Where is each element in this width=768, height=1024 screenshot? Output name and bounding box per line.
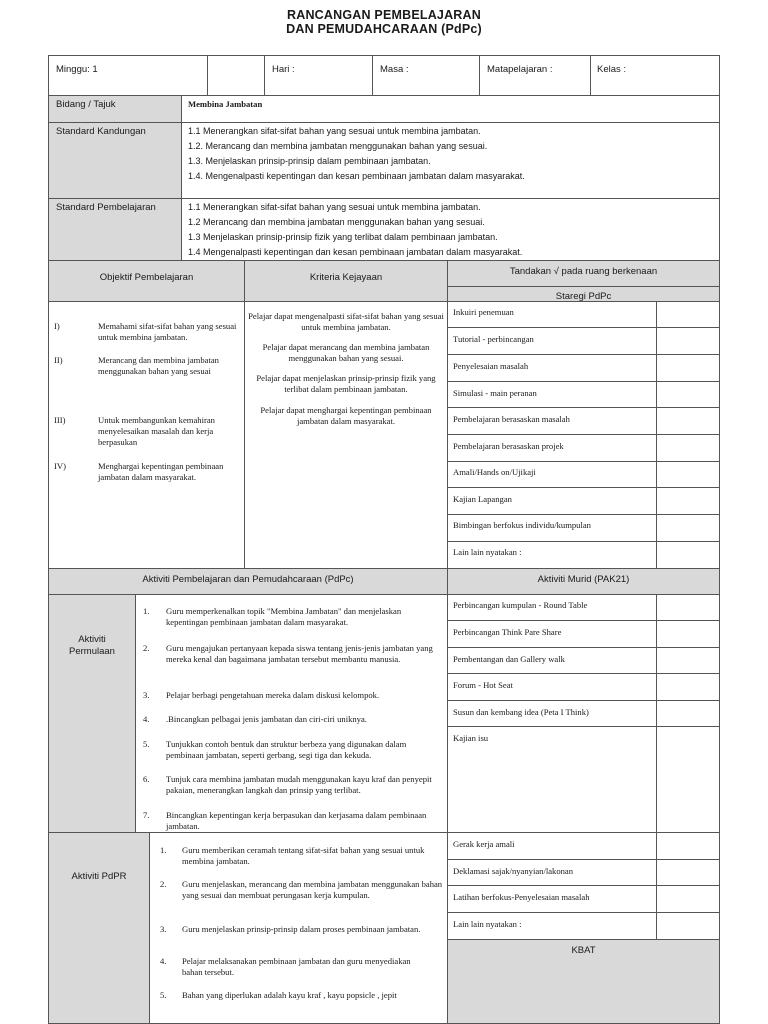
objektif-item-number: III) xyxy=(54,415,66,425)
kriteria-header: Kriteria Kejayaan xyxy=(309,272,383,283)
standard-pembelajaran-item: 1.1 Menerangkan sifat-sifat bahan yang sesuai untuk membina jambatan. xyxy=(188,202,481,212)
standard-pembelajaran-item: 1.4 Mengenalpasti kepentingan dan kesan pembinaan jambatan dalam masyarakat. xyxy=(188,247,523,257)
pdpr-item-number: 1. xyxy=(160,845,167,855)
permulaan-item-number: 6. xyxy=(143,774,150,784)
aktiviti-murid-header: Aktiviti Murid (PAK21) xyxy=(537,574,630,585)
pdpr-item-text: Pelajar melaksanakan pembinaan jambatan dan guru menyediakan bahan tersebut. xyxy=(182,956,411,977)
standard-kandungan-item: 1.1 Menerangkan sifat-sifat bahan yang sesuai untuk membina jambatan. xyxy=(188,126,481,136)
murid-activity-item: Lain lain nyatakan : xyxy=(453,919,522,929)
strategi-item: Lain lain nyatakan : xyxy=(453,547,522,557)
kbat-header: KBAT xyxy=(571,945,596,956)
murid-activity-item: Kajian isu xyxy=(453,733,489,743)
document-title-line-2: DAN PEMUDAHCARAAN (PdPc) xyxy=(286,22,482,36)
objektif-item-text: Menghargai kepentingan pembinaan jambatan dalam masyarakat. xyxy=(98,461,224,482)
bidang-label: Bidang / Tajuk xyxy=(56,99,116,110)
strategi-item: Tutorial - perbincangan xyxy=(453,334,534,344)
permulaan-item-text: .Bincangkan pelbagai jenis jambatan dan ciri-ciri uniknya. xyxy=(166,714,367,724)
kriteria-item: Pelajar dapat menghargai kepentingan pembinaan jambatan dalam masyarakat. xyxy=(260,405,432,426)
strategi-header: Staregi PdPc xyxy=(555,291,612,302)
matapelajaran-field: Matapelajaran : xyxy=(487,64,553,75)
strategi-item: Pembelajaran berasaskan projek xyxy=(453,441,564,451)
permulaan-item-text: Bincangkan kepentingan kerja berpasukan dan kerjasama dalam pembinaan jambatan. xyxy=(166,810,427,831)
minggu-field: Minggu: 1 xyxy=(56,64,98,75)
murid-activity-item: Deklamasi sajak/nyanyian/lakonan xyxy=(453,866,574,876)
standard-kandungan-item: 1.4. Mengenalpasti kepentingan dan kesan pembinaan jambatan dalam masyarakat. xyxy=(188,171,525,181)
pdpr-item-number: 5. xyxy=(160,990,167,1000)
strategi-item: Inkuiri penemuan xyxy=(453,307,514,317)
objektif-item-text: Memahami sifat-sifat bahan yang sesuai untuk membina jambatan. xyxy=(98,321,237,342)
murid-activity-item: Perbincangan kumpulan - Round Table xyxy=(453,600,588,610)
standard-pembelajaran-item: 1.2 Merancang dan membina jambatan menggunakan bahan yang sesuai. xyxy=(188,217,485,227)
strategi-item: Amali/Hands on/Ujikaji xyxy=(453,467,536,477)
strategi-item: Bimbingan berfokus individu/kumpulan xyxy=(453,520,591,530)
pdpr-label: Aktiviti PdPR xyxy=(71,871,127,882)
pdpr-item-text: Guru memberikan ceramah tentang sifat-sifat bahan yang sesuai untuk membina jambatan. xyxy=(182,845,425,866)
objektif-header: Objektif Pembelajaran xyxy=(99,272,194,283)
permulaan-item-text: Pelajar berbagi pengetahuan mereka dalam diskusi kelompok. xyxy=(166,690,380,700)
hari-field: Hari : xyxy=(272,64,295,75)
pdpr-item-text: Bahan yang diperlukan adalah kayu kraf , kayu popsicle , jepit xyxy=(182,990,397,1000)
objektif-item-number: II) xyxy=(54,355,63,365)
standard-kandungan-item: 1.3. Menjelaskan prinsip-prinsip dalam pembinaan jambatan. xyxy=(188,156,431,166)
strategi-item: Penyelesaian masalah xyxy=(453,361,529,371)
strategi-item: Pembelajaran berasaskan masalah xyxy=(453,414,570,424)
pdpr-item-number: 3. xyxy=(160,924,167,934)
murid-activity-item: Pembentangan dan Gallery walk xyxy=(453,654,565,664)
murid-activity-item: Forum - Hot Seat xyxy=(453,680,513,690)
strategi-item: Simulasi - main peranan xyxy=(453,388,537,398)
strategi-instruction: Tandakan √ pada ruang berkenaan xyxy=(509,266,658,277)
standard-pembelajaran-label: Standard Pembelajaran xyxy=(56,202,156,213)
objektif-item-text: Merancang dan membina jambatan menggunakan bahan yang sesuai xyxy=(98,355,219,376)
pdpr-item-text: Guru menjelaskan prinsip-prinsip dalam proses pembinaan jambatan. xyxy=(182,924,421,934)
objektif-item-number: I) xyxy=(54,321,60,331)
kelas-field: Kelas : xyxy=(597,64,627,75)
pdpr-item-number: 4. xyxy=(160,956,167,966)
permulaan-label-cell xyxy=(48,594,136,833)
kriteria-item: Pelajar dapat merancang dan membina jambatan menggunakan bahan yang sesuai. xyxy=(262,342,430,363)
aktiviti-header: Aktiviti Pembelajaran dan Pemudahcaraan (PdPc) xyxy=(142,574,354,585)
permulaan-item-text: Guru mengajukan pertanyaan kepada siswa tentang jenis-jenis jambatan yang mereka kenal dan bagaimana jambatan tersebut membantu manusia. xyxy=(166,643,433,664)
pdpr-item-text: Guru menjelaskan, merancang dan membina jambatan menggunakan bahan yang sesuai dan membuat perungasan kerja kumpulan. xyxy=(182,879,443,900)
pdpr-label-cell xyxy=(48,832,150,1024)
pdpr-item-number: 2. xyxy=(160,879,167,889)
permulaan-item-number: 1. xyxy=(143,606,150,616)
kriteria-item: Pelajar dapat mengenalpasti sifat-sifat bahan yang sesuai untuk membina jambatan. xyxy=(248,311,444,332)
murid-activity-item: Perbincangan Think Pare Share xyxy=(453,627,562,637)
permulaan-item-text: Tunjuk cara membina jambatan mudah menggunakan kayu kraf dan penyepit pakaian, menerangkan langkah dan prinsip yang terlibat. xyxy=(166,774,432,795)
standard-kandungan-label: Standard Kandungan xyxy=(56,126,146,137)
permulaan-item-number: 2. xyxy=(143,643,150,653)
permulaan-item-number: 4. xyxy=(143,714,150,724)
permulaan-item-text: Guru memperkenalkan topik "Membina Jambatan" dan menjelaskan kepentingan pembinaan jambatan dalam masyarakat. xyxy=(166,606,402,627)
kriteria-item: Pelajar dapat menjelaskan prinsip-prinsip fizik yang terlibat dalam pembinaan jambatan. xyxy=(256,373,436,394)
masa-field: Masa : xyxy=(380,64,409,75)
permulaan-item-text: Tunjukkan contoh bentuk dan struktur berbeza yang digunakan dalam pembinaan jambatan, seperti gerbang, segi tiga dan kekuda. xyxy=(166,739,407,760)
permulaan-item-number: 7. xyxy=(143,810,150,820)
standard-pembelajaran-item: 1.3 Menjelaskan prinsip-prinsip fizik yang terlibat dalam pembinaan jambatan. xyxy=(188,232,498,242)
document-title-line-1: RANCANGAN PEMBELAJARAN xyxy=(287,8,481,22)
header-row xyxy=(48,55,720,96)
permulaan-item-number: 3. xyxy=(143,690,150,700)
bidang-value: Membina Jambatan xyxy=(188,99,263,109)
permulaan-label: Aktiviti Permulaan xyxy=(69,634,115,657)
murid-activity-item: Susun dan kembang idea (Peta I Think) xyxy=(453,707,589,717)
objektif-item-text: Untuk membangunkan kemahiran menyelesaikan masalah dan kerja berpasukan xyxy=(98,415,215,447)
objektif-item-number: IV) xyxy=(54,461,66,471)
murid-activity-item: Latihan berfokus-Penyelesaian masalah xyxy=(453,892,590,902)
strategi-item: Kajian Lapangan xyxy=(453,494,512,504)
permulaan-item-number: 5. xyxy=(143,739,150,749)
murid-activity-item: Gerak kerja amali xyxy=(453,839,515,849)
standard-kandungan-item: 1.2. Merancang dan membina jambatan menggunakan bahan yang sesuai. xyxy=(188,141,488,151)
